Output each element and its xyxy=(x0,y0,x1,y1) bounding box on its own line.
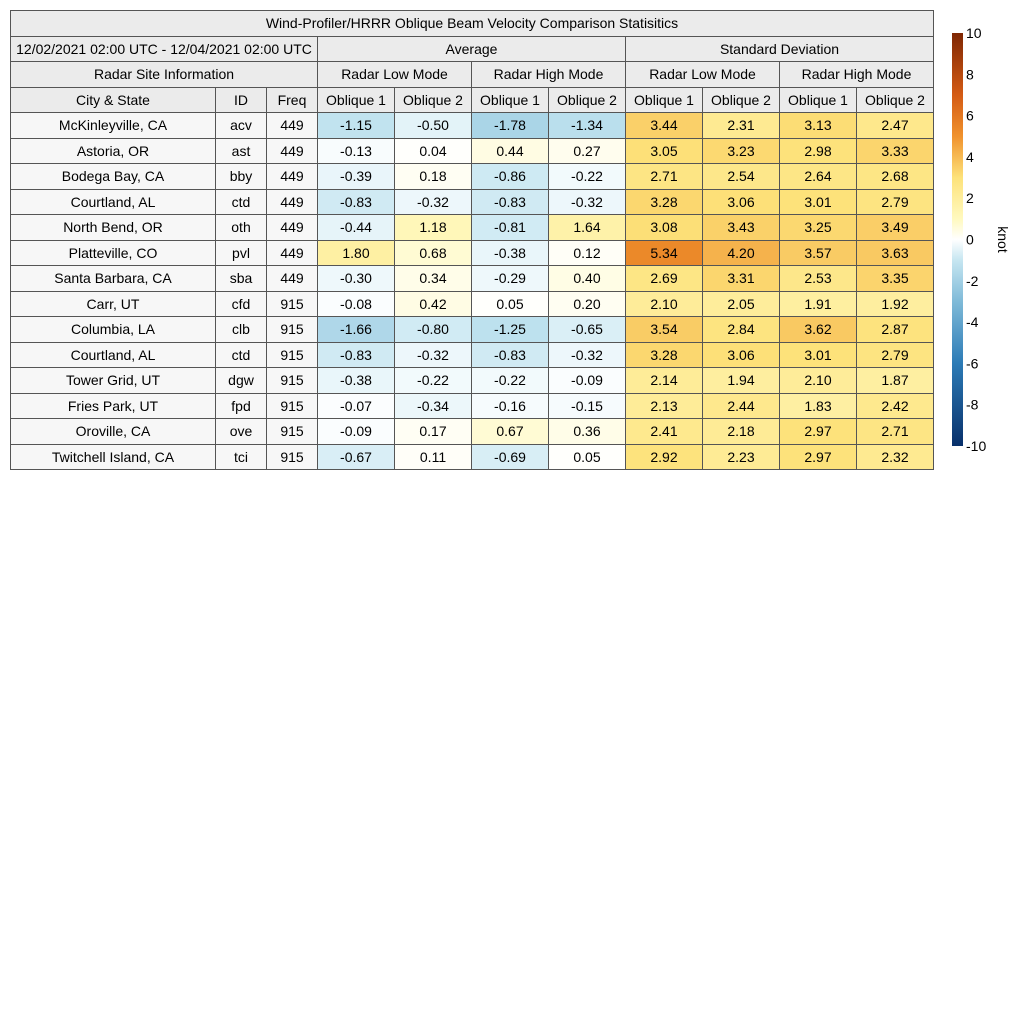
avg-low-oblique1-cell: 1.80 xyxy=(318,240,395,266)
colorbar-tick-label: 6 xyxy=(966,107,974,124)
std-high-oblique1-cell: 3.01 xyxy=(780,189,857,215)
site-freq-cell: 449 xyxy=(267,138,318,164)
std-high-oblique1-cell: 3.57 xyxy=(780,240,857,266)
site-city-cell: Platteville, CO xyxy=(11,240,216,266)
site-freq-cell: 449 xyxy=(267,113,318,139)
table-row xyxy=(11,189,934,215)
std-low-oblique2-cell: 2.54 xyxy=(703,164,780,190)
avg-high-oblique2-cell: 0.05 xyxy=(549,444,626,470)
avg-low-oblique1-cell: -0.08 xyxy=(318,291,395,317)
colorbar-tick-label: 0 xyxy=(966,231,974,248)
std-low-oblique2-cell: 3.31 xyxy=(703,266,780,292)
avg-low-oblique2-cell: 0.18 xyxy=(395,164,472,190)
table-row xyxy=(11,164,934,190)
table-row xyxy=(11,444,934,470)
avg-low-oblique2-cell: 0.11 xyxy=(395,444,472,470)
avg-low-oblique1-cell: -0.44 xyxy=(318,215,395,241)
avg-high-oblique1-cell: 0.05 xyxy=(472,291,549,317)
std-low-oblique1-cell: 2.71 xyxy=(626,164,703,190)
site-freq-cell: 915 xyxy=(267,444,318,470)
date-range: 12/02/2021 02:00 UTC - 12/04/2021 02:00 UTC xyxy=(11,36,318,62)
avg-low-oblique1-cell: -1.66 xyxy=(318,317,395,343)
avg-high-oblique2-cell: 0.12 xyxy=(549,240,626,266)
std-high-oblique1-cell: 3.13 xyxy=(780,113,857,139)
col-std-low-oblique1-header: Oblique 1 xyxy=(626,87,703,113)
avg-high-oblique2-cell: -0.65 xyxy=(549,317,626,343)
site-freq-cell: 449 xyxy=(267,164,318,190)
col-avg-low-oblique2-header: Oblique 2 xyxy=(395,87,472,113)
avg-high-oblique1-cell: -0.86 xyxy=(472,164,549,190)
site-id-cell: ctd xyxy=(216,189,267,215)
avg-high-oblique2-cell: 0.36 xyxy=(549,419,626,445)
avg-low-oblique1-cell: -0.09 xyxy=(318,419,395,445)
std-low-oblique1-cell: 5.34 xyxy=(626,240,703,266)
std-high-oblique2-cell: 2.42 xyxy=(857,393,934,419)
avg-high-oblique1-cell: -0.83 xyxy=(472,189,549,215)
avg-high-oblique1-cell: -0.38 xyxy=(472,240,549,266)
site-city-cell: Courtland, AL xyxy=(11,189,216,215)
std-low-oblique1-cell: 2.41 xyxy=(626,419,703,445)
std-high-oblique2-cell: 2.32 xyxy=(857,444,934,470)
site-city-cell: Carr, UT xyxy=(11,291,216,317)
table-title: Wind-Profiler/HRRR Oblique Beam Velocity Comparison Statisitics xyxy=(11,11,934,37)
avg-high-oblique1-cell: -0.81 xyxy=(472,215,549,241)
site-freq-cell: 915 xyxy=(267,393,318,419)
col-city-header: City & State xyxy=(11,87,216,113)
avg-low-oblique2-cell: -0.80 xyxy=(395,317,472,343)
std-high-mode-header: Radar High Mode xyxy=(780,62,934,88)
site-freq-cell: 915 xyxy=(267,342,318,368)
avg-low-oblique1-cell: -1.15 xyxy=(318,113,395,139)
std-high-oblique1-cell: 1.83 xyxy=(780,393,857,419)
avg-low-oblique2-cell: -0.34 xyxy=(395,393,472,419)
col-id-header: ID xyxy=(216,87,267,113)
colorbar-gradient xyxy=(952,33,963,446)
avg-high-oblique2-cell: -0.09 xyxy=(549,368,626,394)
table-row xyxy=(11,113,934,139)
site-city-cell: Tower Grid, UT xyxy=(11,368,216,394)
col-freq-header: Freq xyxy=(267,87,318,113)
std-high-oblique1-cell: 2.10 xyxy=(780,368,857,394)
avg-low-oblique2-cell: -0.50 xyxy=(395,113,472,139)
std-low-oblique2-cell: 3.23 xyxy=(703,138,780,164)
std-low-oblique2-cell: 2.05 xyxy=(703,291,780,317)
std-high-oblique2-cell: 2.79 xyxy=(857,189,934,215)
std-low-oblique2-cell: 2.23 xyxy=(703,444,780,470)
average-header: Average xyxy=(318,36,626,62)
site-city-cell: Santa Barbara, CA xyxy=(11,266,216,292)
avg-high-oblique2-cell: -1.34 xyxy=(549,113,626,139)
colorbar-tick-label: -2 xyxy=(966,272,979,289)
colorbar-tick-label: 10 xyxy=(966,28,982,41)
std-high-oblique1-cell: 1.91 xyxy=(780,291,857,317)
site-freq-cell: 915 xyxy=(267,419,318,445)
avg-high-oblique1-cell: -0.22 xyxy=(472,368,549,394)
avg-low-oblique2-cell: 1.18 xyxy=(395,215,472,241)
site-id-cell: oth xyxy=(216,215,267,241)
avg-high-oblique1-cell: 0.67 xyxy=(472,419,549,445)
std-high-oblique1-cell: 2.53 xyxy=(780,266,857,292)
avg-high-oblique2-cell: -0.22 xyxy=(549,164,626,190)
std-high-oblique1-cell: 2.97 xyxy=(780,444,857,470)
colorbar xyxy=(945,28,1020,458)
std-high-oblique2-cell: 3.33 xyxy=(857,138,934,164)
site-id-cell: tci xyxy=(216,444,267,470)
avg-high-oblique2-cell: 0.27 xyxy=(549,138,626,164)
std-low-oblique2-cell: 3.43 xyxy=(703,215,780,241)
avg-high-oblique1-cell: -1.78 xyxy=(472,113,549,139)
site-freq-cell: 915 xyxy=(267,368,318,394)
table-row xyxy=(11,419,934,445)
table-row xyxy=(11,215,934,241)
site-freq-cell: 915 xyxy=(267,291,318,317)
colorbar-tick-label: -8 xyxy=(966,396,979,413)
avg-high-oblique1-cell: -0.16 xyxy=(472,393,549,419)
std-low-oblique2-cell: 2.44 xyxy=(703,393,780,419)
std-high-oblique2-cell: 3.63 xyxy=(857,240,934,266)
site-freq-cell: 449 xyxy=(267,215,318,241)
table-row xyxy=(11,291,934,317)
table-row xyxy=(11,266,934,292)
col-avg-high-oblique2-header: Oblique 2 xyxy=(549,87,626,113)
std-high-oblique2-cell: 1.87 xyxy=(857,368,934,394)
site-freq-cell: 449 xyxy=(267,240,318,266)
avg-low-oblique1-cell: -0.83 xyxy=(318,342,395,368)
avg-low-oblique2-cell: 0.68 xyxy=(395,240,472,266)
avg-low-oblique2-cell: -0.22 xyxy=(395,368,472,394)
std-low-oblique2-cell: 3.06 xyxy=(703,189,780,215)
site-id-cell: fpd xyxy=(216,393,267,419)
std-low-oblique1-cell: 3.08 xyxy=(626,215,703,241)
avg-high-oblique2-cell: 0.40 xyxy=(549,266,626,292)
avg-low-mode-header: Radar Low Mode xyxy=(318,62,472,88)
std-high-oblique2-cell: 2.71 xyxy=(857,419,934,445)
std-high-oblique2-cell: 3.35 xyxy=(857,266,934,292)
std-high-oblique2-cell: 2.79 xyxy=(857,342,934,368)
avg-high-oblique1-cell: -0.83 xyxy=(472,342,549,368)
comparison-table xyxy=(10,10,934,470)
table-row xyxy=(11,342,934,368)
std-low-oblique2-cell: 1.94 xyxy=(703,368,780,394)
std-high-oblique2-cell: 2.68 xyxy=(857,164,934,190)
avg-low-oblique1-cell: -0.13 xyxy=(318,138,395,164)
std-low-oblique1-cell: 2.92 xyxy=(626,444,703,470)
avg-low-oblique1-cell: -0.30 xyxy=(318,266,395,292)
std-high-oblique1-cell: 3.01 xyxy=(780,342,857,368)
col-avg-high-oblique1-header: Oblique 1 xyxy=(472,87,549,113)
table-row xyxy=(11,240,934,266)
avg-high-oblique1-cell: -1.25 xyxy=(472,317,549,343)
table-row xyxy=(11,393,934,419)
colorbar-tick-label: 2 xyxy=(966,190,974,207)
std-high-oblique2-cell: 3.49 xyxy=(857,215,934,241)
avg-low-oblique2-cell: 0.34 xyxy=(395,266,472,292)
site-city-cell: McKinleyville, CA xyxy=(11,113,216,139)
site-id-cell: ctd xyxy=(216,342,267,368)
colorbar-tick-label: -4 xyxy=(966,314,979,331)
std-high-oblique1-cell: 2.97 xyxy=(780,419,857,445)
avg-high-oblique2-cell: 1.64 xyxy=(549,215,626,241)
site-id-cell: pvl xyxy=(216,240,267,266)
std-high-oblique1-cell: 3.62 xyxy=(780,317,857,343)
site-city-cell: Courtland, AL xyxy=(11,342,216,368)
avg-high-oblique2-cell: -0.32 xyxy=(549,342,626,368)
std-high-oblique2-cell: 2.87 xyxy=(857,317,934,343)
col-std-high-oblique2-header: Oblique 2 xyxy=(857,87,934,113)
avg-high-oblique2-cell: 0.20 xyxy=(549,291,626,317)
site-freq-cell: 449 xyxy=(267,266,318,292)
std-low-oblique2-cell: 3.06 xyxy=(703,342,780,368)
colorbar-tick-label: -10 xyxy=(966,438,987,454)
stddev-header: Standard Deviation xyxy=(626,36,934,62)
site-city-cell: Fries Park, UT xyxy=(11,393,216,419)
site-id-cell: bby xyxy=(216,164,267,190)
avg-low-oblique1-cell: -0.07 xyxy=(318,393,395,419)
std-low-oblique2-cell: 2.84 xyxy=(703,317,780,343)
site-city-cell: Bodega Bay, CA xyxy=(11,164,216,190)
avg-high-oblique1-cell: -0.69 xyxy=(472,444,549,470)
site-id-cell: cfd xyxy=(216,291,267,317)
col-std-high-oblique1-header: Oblique 1 xyxy=(780,87,857,113)
site-city-cell: Columbia, LA xyxy=(11,317,216,343)
std-low-oblique2-cell: 4.20 xyxy=(703,240,780,266)
std-low-oblique1-cell: 2.13 xyxy=(626,393,703,419)
col-std-low-oblique2-header: Oblique 2 xyxy=(703,87,780,113)
std-high-oblique1-cell: 3.25 xyxy=(780,215,857,241)
site-city-cell: Twitchell Island, CA xyxy=(11,444,216,470)
std-low-oblique1-cell: 3.28 xyxy=(626,189,703,215)
avg-high-oblique2-cell: -0.15 xyxy=(549,393,626,419)
std-low-oblique2-cell: 2.18 xyxy=(703,419,780,445)
std-high-oblique2-cell: 1.92 xyxy=(857,291,934,317)
std-low-oblique1-cell: 2.69 xyxy=(626,266,703,292)
avg-low-oblique2-cell: 0.17 xyxy=(395,419,472,445)
std-low-oblique1-cell: 3.54 xyxy=(626,317,703,343)
colorbar-tick-label: 8 xyxy=(966,66,974,83)
avg-high-oblique2-cell: -0.32 xyxy=(549,189,626,215)
site-city-cell: Astoria, OR xyxy=(11,138,216,164)
avg-low-oblique1-cell: -0.83 xyxy=(318,189,395,215)
std-high-oblique1-cell: 2.64 xyxy=(780,164,857,190)
avg-low-oblique1-cell: -0.38 xyxy=(318,368,395,394)
site-freq-cell: 449 xyxy=(267,189,318,215)
std-low-mode-header: Radar Low Mode xyxy=(626,62,780,88)
std-low-oblique2-cell: 2.31 xyxy=(703,113,780,139)
avg-low-oblique1-cell: -0.67 xyxy=(318,444,395,470)
table-row xyxy=(11,368,934,394)
std-low-oblique1-cell: 3.28 xyxy=(626,342,703,368)
site-id-cell: clb xyxy=(216,317,267,343)
table-row xyxy=(11,138,934,164)
site-id-cell: ove xyxy=(216,419,267,445)
site-city-cell: Oroville, CA xyxy=(11,419,216,445)
colorbar-tick-label: 4 xyxy=(966,148,974,165)
site-info-header: Radar Site Information xyxy=(11,62,318,88)
site-id-cell: dgw xyxy=(216,368,267,394)
std-low-oblique1-cell: 2.14 xyxy=(626,368,703,394)
avg-low-oblique2-cell: 0.04 xyxy=(395,138,472,164)
site-city-cell: North Bend, OR xyxy=(11,215,216,241)
std-low-oblique1-cell: 3.05 xyxy=(626,138,703,164)
table-row xyxy=(11,317,934,343)
std-high-oblique1-cell: 2.98 xyxy=(780,138,857,164)
std-low-oblique1-cell: 2.10 xyxy=(626,291,703,317)
site-id-cell: sba xyxy=(216,266,267,292)
avg-high-oblique1-cell: -0.29 xyxy=(472,266,549,292)
site-id-cell: ast xyxy=(216,138,267,164)
site-id-cell: acv xyxy=(216,113,267,139)
col-avg-low-oblique1-header: Oblique 1 xyxy=(318,87,395,113)
avg-low-oblique1-cell: -0.39 xyxy=(318,164,395,190)
site-freq-cell: 915 xyxy=(267,317,318,343)
std-low-oblique1-cell: 3.44 xyxy=(626,113,703,139)
avg-high-oblique1-cell: 0.44 xyxy=(472,138,549,164)
colorbar-unit-label: knot xyxy=(995,226,1011,253)
colorbar-tick-label: -6 xyxy=(966,355,979,372)
std-high-oblique2-cell: 2.47 xyxy=(857,113,934,139)
avg-low-oblique2-cell: -0.32 xyxy=(395,342,472,368)
avg-low-oblique2-cell: -0.32 xyxy=(395,189,472,215)
avg-low-oblique2-cell: 0.42 xyxy=(395,291,472,317)
avg-high-mode-header: Radar High Mode xyxy=(472,62,626,88)
